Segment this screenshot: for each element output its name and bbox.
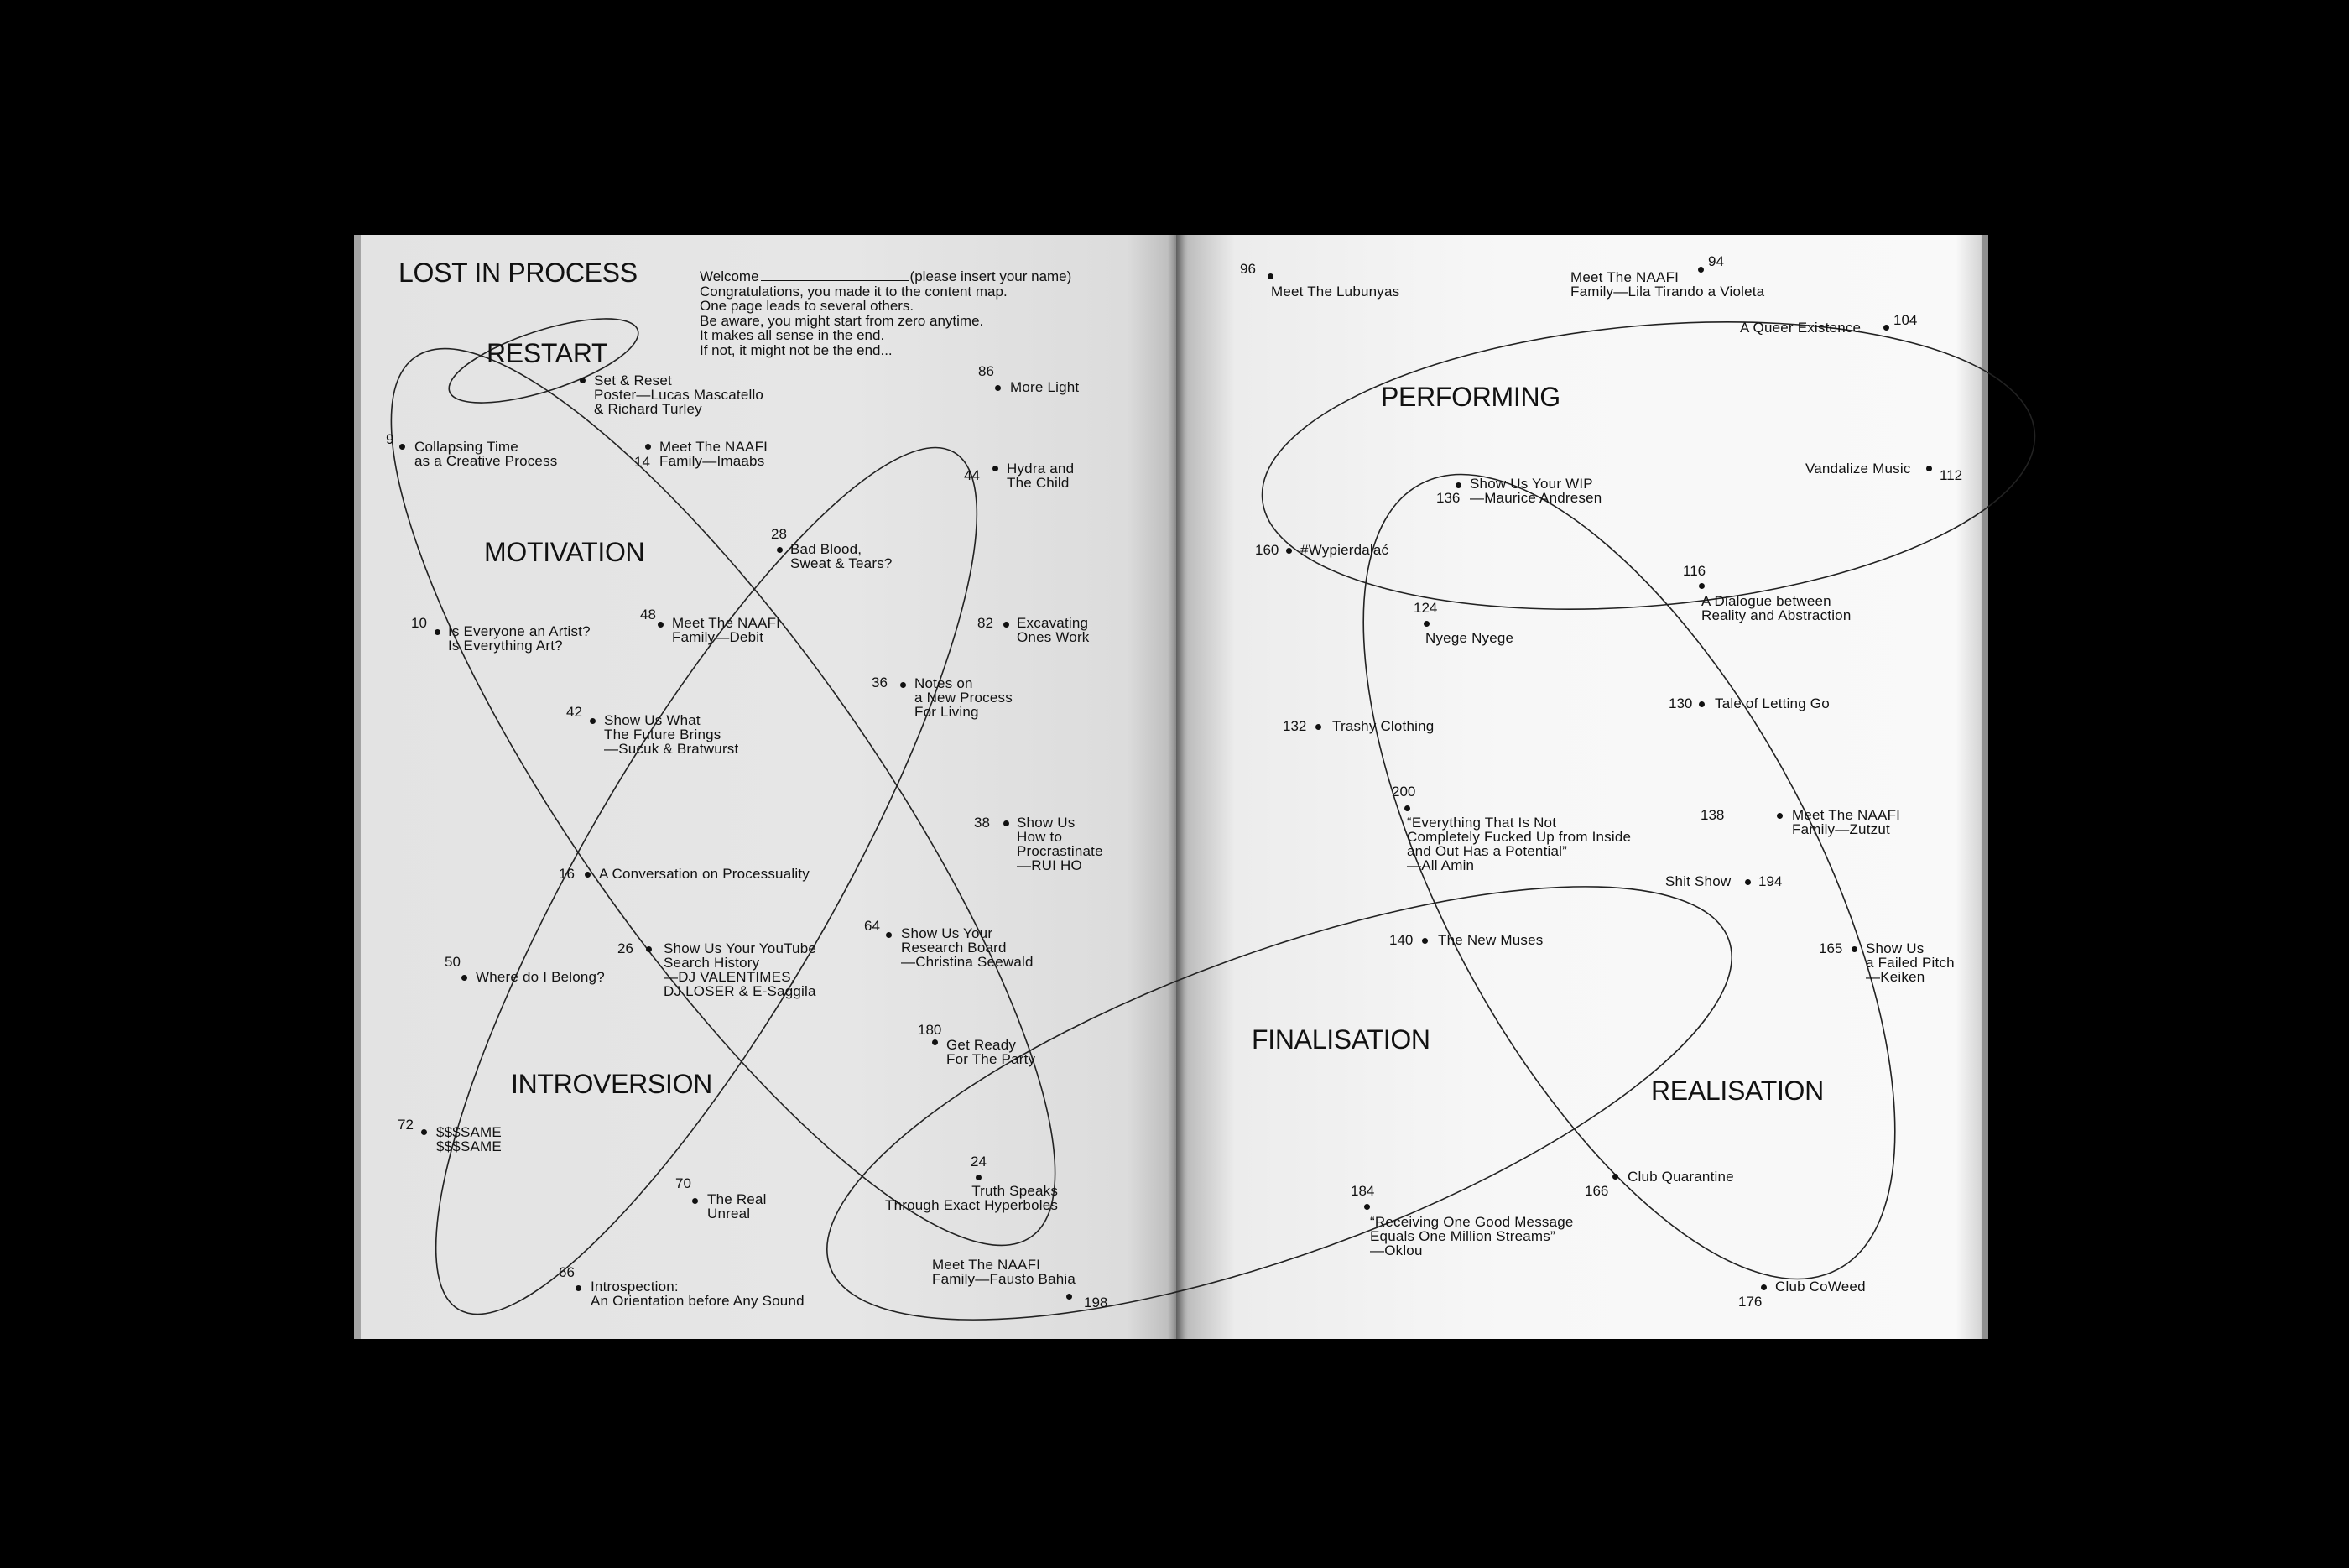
entry-title: A Conversation on Processuality bbox=[599, 866, 810, 882]
entry-title: Meet The NAAFI Family—Lila Tirando a Violeta bbox=[1570, 269, 1765, 300]
entry-title: Bad Blood, Sweat & Tears? bbox=[790, 541, 893, 571]
path-node bbox=[1926, 466, 1932, 471]
path-node bbox=[1422, 938, 1428, 944]
path-node bbox=[932, 1039, 938, 1045]
entry-title: Tale of Letting Go bbox=[1715, 695, 1830, 711]
path-node bbox=[992, 466, 998, 471]
page-number: 28 bbox=[771, 526, 787, 542]
page-number: 198 bbox=[1084, 1295, 1108, 1310]
finalisation-path bbox=[779, 798, 1783, 1409]
entry-title: The New Muses bbox=[1438, 932, 1544, 948]
entry-title: Collapsing Time as a Creative Process bbox=[414, 439, 558, 469]
entry-title: Vandalize Music bbox=[1805, 461, 1911, 477]
welcome-prefix: Welcome bbox=[700, 268, 759, 284]
path-node bbox=[692, 1198, 698, 1204]
page-number: 94 bbox=[1708, 253, 1724, 269]
page-number: 166 bbox=[1585, 1183, 1609, 1199]
page-number: 42 bbox=[566, 704, 582, 720]
section-restart: RESTART bbox=[487, 338, 608, 368]
intro-line: It makes all sense in the end. bbox=[700, 327, 885, 343]
page-number: 176 bbox=[1738, 1294, 1763, 1310]
entry-title: Club Quarantine bbox=[1628, 1169, 1734, 1185]
page-number: 86 bbox=[978, 363, 994, 379]
entry-title: #Wypierdalać bbox=[1300, 542, 1389, 558]
page-number: 200 bbox=[1392, 784, 1416, 800]
entry-title: Club CoWeed bbox=[1775, 1279, 1866, 1295]
entry-title: Notes on a New Process For Living bbox=[914, 675, 1013, 720]
page-number: 194 bbox=[1758, 873, 1783, 889]
intro-line: One page leads to several others. bbox=[700, 298, 914, 314]
motivation-path bbox=[291, 270, 1154, 1323]
path-node bbox=[1745, 879, 1751, 885]
path-node bbox=[576, 1285, 581, 1291]
path-node bbox=[1777, 813, 1783, 819]
entry-title: Is Everyone an Artist? Is Everything Art? bbox=[448, 623, 591, 654]
path-node bbox=[1698, 267, 1704, 273]
entry-title: Set & Reset Poster—Lucas Mascatello & Richard Turley bbox=[594, 372, 764, 417]
path-node bbox=[1315, 724, 1321, 730]
page-number: 10 bbox=[411, 615, 427, 631]
entry-title: A Queer Existence bbox=[1740, 320, 1862, 336]
entry-title: Meet The NAAFI Family—Imaabs bbox=[659, 439, 768, 469]
section-performing: PERFORMING bbox=[1381, 382, 1560, 412]
path-node bbox=[1003, 820, 1009, 826]
page-number: 160 bbox=[1255, 542, 1279, 558]
section-finalisation: FINALISATION bbox=[1252, 1024, 1430, 1055]
path-node bbox=[435, 629, 440, 635]
page-number: 14 bbox=[634, 454, 650, 470]
entry-title: Get Ready For The Party bbox=[946, 1037, 1036, 1067]
entry-title: Meet The NAAFI Family—Fausto Bahia bbox=[932, 1257, 1076, 1287]
page-number: 104 bbox=[1893, 312, 1918, 328]
path-node bbox=[995, 385, 1001, 391]
realisation-path bbox=[1256, 397, 2003, 1357]
path-node bbox=[590, 718, 596, 724]
page-number: 16 bbox=[559, 866, 575, 882]
page-number: 9 bbox=[386, 431, 394, 447]
entry-title: Trashy Clothing bbox=[1332, 718, 1435, 734]
page-number: 26 bbox=[617, 940, 633, 956]
entry-title: Show Us Your WIP —Maurice Andresen bbox=[1470, 476, 1602, 506]
page-number: 130 bbox=[1669, 695, 1693, 711]
page-number: 48 bbox=[640, 607, 656, 623]
entry-title: Show Us How to Procrastinate —RUI HO bbox=[1017, 815, 1103, 873]
path-node bbox=[1456, 482, 1461, 488]
entry-title: Introspection: An Orientation before Any Sound bbox=[591, 1279, 805, 1309]
page-number: 24 bbox=[971, 1154, 987, 1169]
page-number: 70 bbox=[675, 1175, 691, 1191]
page-number: 124 bbox=[1414, 600, 1438, 616]
page-number: 72 bbox=[398, 1117, 414, 1133]
path-node bbox=[646, 946, 652, 952]
page-number: 116 bbox=[1683, 563, 1706, 579]
path-node bbox=[777, 547, 783, 553]
page-number: 66 bbox=[559, 1264, 575, 1280]
page-number: 136 bbox=[1436, 490, 1461, 506]
entry-title: Where do I Belong? bbox=[476, 969, 605, 985]
intro-line: If not, it might not be the end... bbox=[700, 341, 893, 358]
path-node bbox=[886, 932, 892, 938]
section-realisation: REALISATION bbox=[1651, 1076, 1824, 1106]
page-number: 184 bbox=[1351, 1183, 1375, 1199]
path-node bbox=[1883, 325, 1889, 331]
entry-title: Show Us Your Research Board —Christina Seewald bbox=[901, 925, 1034, 970]
entry-title: Meet The Lubunyas bbox=[1271, 284, 1400, 300]
entry-title: Excavating Ones Work bbox=[1017, 615, 1090, 645]
entry-title: The Real Unreal bbox=[707, 1191, 767, 1222]
page-number: 82 bbox=[977, 615, 993, 631]
name-blank-line bbox=[761, 270, 909, 281]
path-node bbox=[399, 444, 405, 450]
entry-title: Truth Speaks Through Exact Hyperboles bbox=[885, 1183, 1059, 1213]
section-introversion: INTROVERSION bbox=[511, 1069, 712, 1099]
path-node bbox=[461, 975, 467, 981]
entry-title: Hydra and The Child bbox=[1007, 461, 1075, 491]
page-number: 132 bbox=[1283, 718, 1307, 734]
path-node bbox=[1003, 622, 1009, 628]
path-node bbox=[658, 622, 664, 628]
intro-line: Be aware, you might start from zero anytime. bbox=[700, 312, 984, 329]
path-node bbox=[580, 378, 586, 383]
intro-text bbox=[700, 269, 1071, 357]
path-node bbox=[1699, 701, 1705, 707]
page-number: 64 bbox=[864, 918, 880, 934]
entry-title: Meet The NAAFI Family—Debit bbox=[672, 615, 781, 645]
entry-title: Show Us a Failed Pitch —Keiken bbox=[1866, 940, 1955, 985]
page-number: 50 bbox=[445, 954, 461, 970]
path-node bbox=[1699, 583, 1705, 589]
entry-title: Shit Show bbox=[1665, 873, 1732, 889]
entry-title: Show Us Your YouTube Search History —DJ VALENTIMES, DJ LOSER & E-Saggila bbox=[664, 940, 817, 999]
path-node bbox=[421, 1129, 427, 1135]
path-node bbox=[1852, 946, 1857, 952]
entry-title: Meet The NAAFI Family—Zutzut bbox=[1792, 807, 1901, 837]
page-number: 140 bbox=[1389, 932, 1414, 948]
path-node bbox=[1066, 1294, 1072, 1300]
entry-title: “Receiving One Good Message Equals One Million Streams” —Oklou bbox=[1370, 1214, 1574, 1258]
entry-title: $$$SAME $$$SAME bbox=[436, 1124, 502, 1154]
path-node bbox=[1612, 1174, 1618, 1180]
page-number: 165 bbox=[1819, 940, 1843, 956]
welcome-suffix: (please insert your name) bbox=[909, 268, 1072, 284]
path-node bbox=[976, 1175, 982, 1180]
entry-title: A Dialogue between Reality and Abstraction bbox=[1701, 593, 1852, 623]
page-number: 38 bbox=[974, 815, 990, 831]
path-node bbox=[1364, 1204, 1370, 1210]
path-node bbox=[1404, 805, 1410, 811]
path-node bbox=[1286, 548, 1292, 554]
path-node bbox=[1268, 273, 1273, 279]
path-node bbox=[585, 872, 591, 878]
entry-title: Show Us What The Future Brings —Sucuk & Bratwurst bbox=[604, 712, 739, 757]
path-node bbox=[1424, 621, 1430, 627]
page-number: 180 bbox=[918, 1022, 942, 1038]
entry-title: More Light bbox=[1010, 379, 1080, 395]
page-number: 36 bbox=[872, 675, 888, 690]
entry-title: “Everything That Is Not Completely Fucked Up from Inside and Out Has a Potential” —All Amin bbox=[1407, 815, 1632, 873]
section-motivation: MOTIVATION bbox=[484, 537, 645, 567]
page-number: 138 bbox=[1701, 807, 1725, 823]
path-node bbox=[900, 682, 906, 688]
path-node bbox=[645, 444, 651, 450]
page-number: 96 bbox=[1240, 261, 1256, 277]
page-title: LOST IN PROCESS bbox=[398, 258, 638, 288]
intro-line: Congratulations, you made it to the content map. bbox=[700, 283, 1008, 300]
page-number: 112 bbox=[1940, 467, 1963, 483]
entry-title: Nyege Nyege bbox=[1425, 630, 1514, 646]
path-node bbox=[1761, 1284, 1767, 1290]
page-number: 44 bbox=[964, 467, 980, 483]
